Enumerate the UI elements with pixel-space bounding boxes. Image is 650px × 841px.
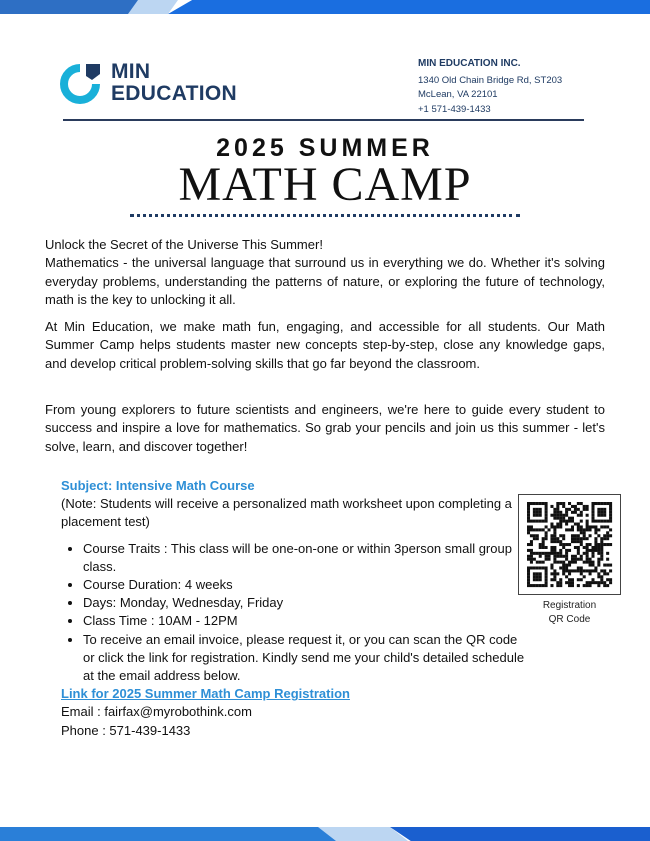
- list-item: • Course Traits : This class will be one-on-one or within 3person small group class.: [83, 540, 531, 576]
- company-info: [418, 57, 562, 117]
- logo-mark-icon: [60, 64, 100, 104]
- course-traits-list: [61, 540, 531, 686]
- list-item: • Days: Monday, Wednesday, Friday: [83, 594, 531, 612]
- header-divider: [63, 119, 584, 121]
- course-subject: Subject: Intensive Math Course: [61, 478, 255, 493]
- intro-paragraph-1: Mathematics - the universal language that surround us in everything we do. Whether it's solving everyday problems, understanding the patterns of nature, or exploring the future of technology, math is the key to unlocking it all.: [45, 255, 605, 308]
- logo-text-line1: MIN: [111, 60, 151, 83]
- intro-block-3: [45, 401, 605, 456]
- course-note: (Note: Students will receive a personalized math worksheet upon completing a placement test): [61, 496, 512, 530]
- title-dotted-divider: [130, 214, 520, 217]
- qr-code-frame: [518, 494, 621, 595]
- intro-paragraph-2: At Min Education, we make math fun, engaging, and accessible for all students. Our Math Summer Camp helps students master new concepts step-by-step, close any knowledge gaps, and develop critical problem-solving skills that go far beyond the classroom.: [45, 319, 605, 371]
- logo-text: [111, 61, 237, 105]
- min-education-logo: [60, 60, 260, 110]
- registration-link[interactable]: Link for 2025 Summer Math Camp Registration: [61, 686, 350, 702]
- intro-block-1: [45, 236, 605, 310]
- intro-block-2: [45, 318, 605, 373]
- company-address-line1: 1340 Old Chain Bridge Rd, ST203: [418, 74, 563, 86]
- company-address-line2: McLean, VA 22101: [418, 89, 498, 100]
- company-phone: +1 571-439-1433: [418, 103, 491, 115]
- list-item: • Course Duration: 4 weeks: [83, 576, 531, 594]
- logo-text-line2: EDUCATION: [111, 82, 237, 105]
- intro-paragraph-3: From young explorers to future scientists and engineers, we're here to guide every student to success and inspire a love for mathematics. So grab your pencils and join us this summer - let's solve, learn, and discover together!: [45, 402, 605, 454]
- qr-label-line1: Registration: [542, 600, 597, 611]
- top-decorative-bar: [0, 0, 650, 14]
- bottom-decorative-bar: [0, 827, 650, 841]
- course-details: [61, 477, 531, 740]
- qr-label-line2: QR Code: [548, 614, 591, 625]
- intro-heading: Unlock the Secret of the Universe This Summer!: [45, 237, 323, 252]
- list-item: • Class Time : 10AM - 12PM: [83, 612, 531, 630]
- contact-phone: Phone : 571-439-1433: [61, 722, 191, 738]
- list-item: • To receive an email invoice, please request it, or you can scan the QR code or click the link for registration. Kindly send me your child's detailed schedule at the email address below.: [83, 631, 531, 686]
- qr-code-icon[interactable]: [519, 495, 620, 594]
- company-name: MIN EDUCATION INC.: [418, 58, 521, 69]
- contact-email: Email : fairfax@myrobothink.com: [61, 704, 252, 720]
- title-line2: MATH CAMP: [178, 158, 472, 211]
- title-line1: 2025 SUMMER: [216, 134, 434, 162]
- qr-label: [518, 599, 621, 627]
